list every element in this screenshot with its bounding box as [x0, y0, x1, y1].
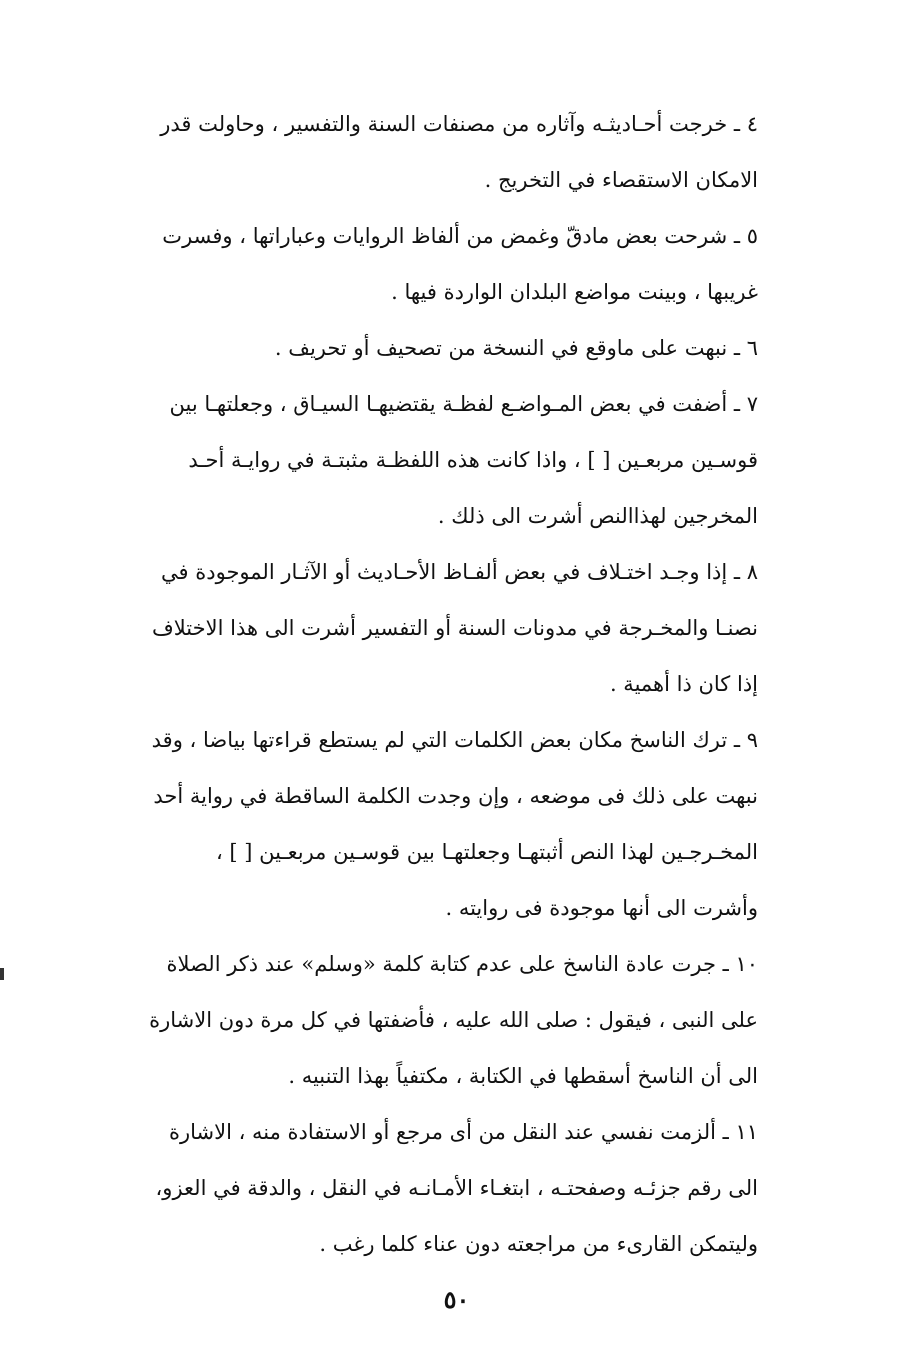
text-line-item-6: ٦ ـ نبهت على ماوقع في النسخة من تصحيف أو تحريف . — [274, 336, 758, 360]
text-line-item-11: ١١ ـ ألزمت نفسي عند النقل من أى مرجع أو الاستفادة منه ، الاشارة — [168, 1120, 758, 1144]
text-line-item-8-cont: نصنـا والمخـرجة في مدونات السنة أو التفسير أشرت الى هذا الاختلاف — [152, 616, 758, 640]
text-line-item-5: ٥ ـ شرحت بعض مادقّ وغمض من ألفاظ الروايات وعباراتها ، وفسرت — [162, 224, 758, 248]
text-line-item-4-cont: الامكان الاستقصاء في التخريج . — [484, 168, 758, 192]
text-line-item-5-cont: غريبها ، وبينت مواضع البلدان الواردة فيها . — [391, 280, 758, 304]
text-line-item-10: ١٠ ـ جرت عادة الناسخ على عدم كتابة كلمة «وسلم» عند ذكر الصلاة — [166, 952, 758, 976]
text-line-item-8: ٨ ـ إذا وجـد اختـلاف في بعض ألفـاظ الأحـاديث أو الآثـار الموجودة في — [161, 560, 758, 584]
text-line-item-11-cont: الى رقم جزئـه وصفحتـه ، ابتغـاء الأمـانـه في النقل ، والدقة في العزو، — [155, 1176, 758, 1200]
text-line-item-10-cont: على النبى ، فيقول : صلى الله عليه ، فأضفتها في كل مرة دون الاشارة — [149, 1008, 758, 1032]
text-line-item-7-cont: قوسـين مربعـين [ ] ، واذا كانت هذه اللفظـة مثبتـة في روايـة أحـد — [188, 448, 758, 472]
page-number: ٥٠ — [443, 1285, 470, 1314]
text-line-item-7-cont: المخرجين لهذاالنص أشرت الى ذلك . — [437, 504, 758, 528]
text-line-item-10-cont: الى أن الناسخ أسقطها في الكتابة ، مكتفياً بهذا التنبيه . — [288, 1064, 758, 1088]
text-line-item-9-cont: وأشرت الى أنها موجودة فى روايته . — [445, 896, 758, 920]
text-line-item-9-cont: نبهت على ذلك فى موضعه ، وإن وجدت الكلمة الساقطة في رواية أحد — [153, 784, 758, 808]
text-line-item-4: ٤ ـ خرجت أحـاديثـه وآثاره من مصنفات السنة والتفسير ، وحاولت قدر — [160, 112, 758, 136]
text-line-item-9-cont: المخـرجـين لهذا النص أثبتهـا وجعلتهـا بين قوسـين مربعـين [ ] ، — [215, 840, 758, 864]
text-line-item-11-cont: وليتمكن القارىء من مراجعته دون عناء كلما رغب . — [319, 1232, 758, 1256]
text-line-item-9: ٩ ـ ترك الناسخ مكان بعض الكلمات التي لم يستطع قراءتها بياضا ، وقد — [151, 728, 758, 752]
scan-edge-mark — [0, 968, 4, 980]
body-text — [78, 96, 758, 1272]
text-line-item-7: ٧ ـ أضفت في بعض المـواضـع لفظـة يقتضيهـا السيـاق ، وجعلتهـا بين — [169, 392, 758, 416]
text-line-item-8-cont: إذا كان ذا أهمية . — [609, 672, 758, 696]
